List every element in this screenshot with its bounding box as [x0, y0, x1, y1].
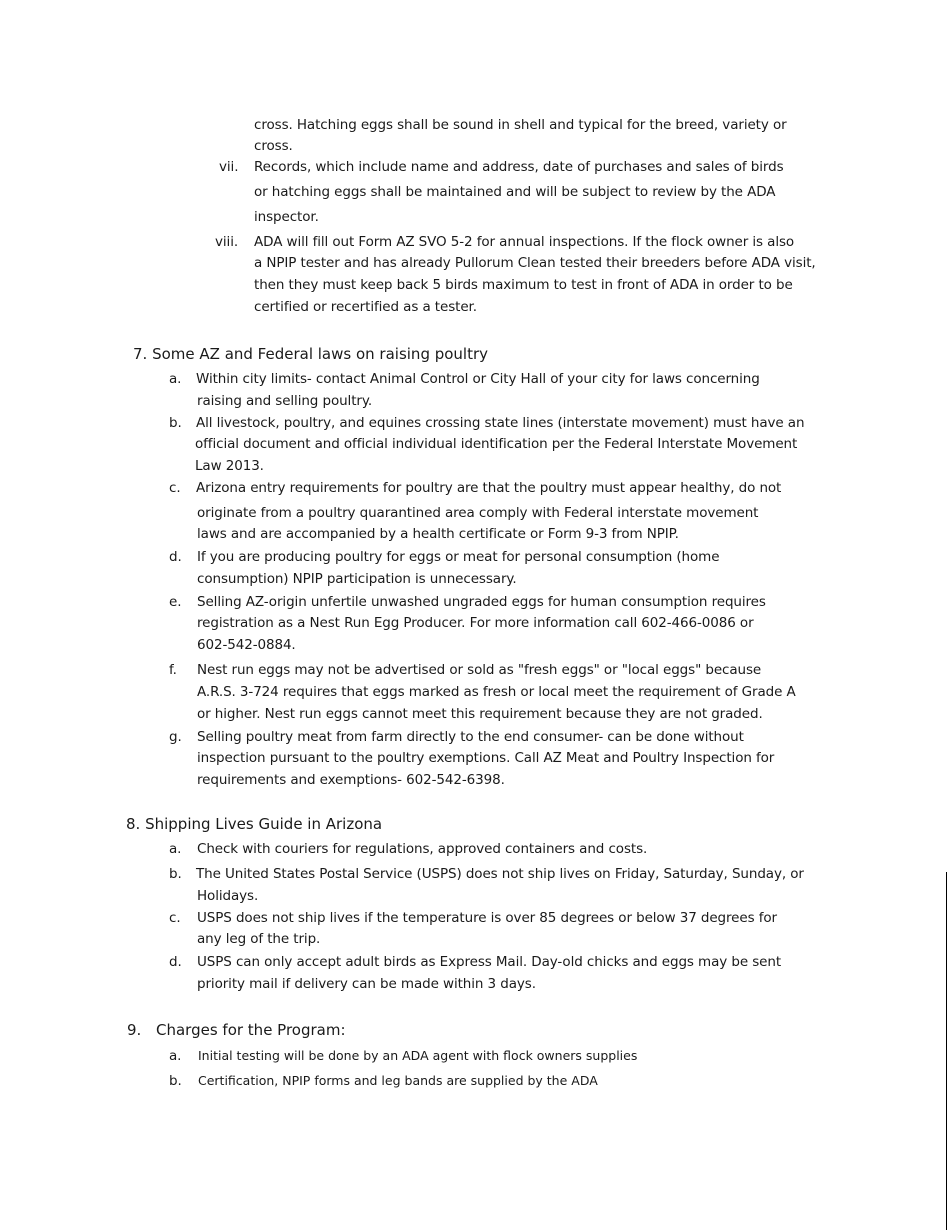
list-item-line: Law 2013. — [195, 458, 264, 474]
list-item-line: 602-542-0884. — [197, 637, 296, 653]
list-item-line: or hatching eggs shall be maintained and will be subject to review by the ADA — [254, 184, 776, 200]
list-item-line: raising and selling poultry. — [197, 393, 373, 409]
list-item-line: any leg of the trip. — [197, 931, 321, 947]
list-item-line: USPS does not ship lives if the temperature is over 85 degrees or below 37 degrees for — [197, 910, 777, 926]
list-item-line: Certification, NPIP forms and leg bands are supplied by the ADA — [198, 1073, 598, 1088]
list-marker: c. — [169, 480, 181, 496]
list-marker: b. — [169, 415, 182, 431]
paragraph-line: cross. — [254, 138, 293, 154]
list-item-line: consumption) NPIP participation is unnecessary. — [197, 571, 517, 587]
list-marker: f. — [169, 662, 177, 678]
list-marker: d. — [169, 549, 182, 565]
list-item-line: Records, which include name and address, date of purchases and sales of birds — [254, 159, 784, 175]
list-item-line: inspection pursuant to the poultry exemptions. Call AZ Meat and Poultry Inspection for — [197, 750, 775, 766]
list-item-line: All livestock, poultry, and equines crossing state lines (interstate movement) must have an — [196, 415, 805, 431]
paragraph-line: cross. Hatching eggs shall be sound in shell and typical for the breed, variety or — [254, 117, 787, 133]
list-marker: vii. — [219, 159, 239, 175]
list-item-line: Selling poultry meat from farm directly to the end consumer- can be done without — [197, 729, 744, 745]
list-item-line: Arizona entry requirements for poultry are that the poultry must appear healthy, do not — [196, 480, 782, 496]
list-marker: a. — [169, 1048, 182, 1064]
list-marker: viii. — [215, 234, 239, 250]
list-item-line: requirements and exemptions- 602-542-6398. — [197, 772, 505, 788]
page-edge-rule — [946, 872, 947, 1230]
list-item-line: a NPIP tester and has already Pullorum Clean tested their breeders before ADA visit, — [254, 255, 816, 271]
list-item-line: registration as a Nest Run Egg Producer. For more information call 602-466-0086 or — [197, 615, 754, 631]
list-marker: a. — [169, 841, 182, 857]
list-item-line: certified or recertified as a tester. — [254, 299, 477, 315]
list-item-line: or higher. Nest run eggs cannot meet this requirement because they are not graded. — [197, 706, 763, 722]
list-item-line: Holidays. — [197, 888, 259, 904]
list-item-line: The United States Postal Service (USPS) does not ship lives on Friday, Saturday, Sunday, or — [196, 866, 804, 882]
list-item-line: official document and official individual identification per the Federal Interstate Movement — [195, 436, 798, 452]
list-item-line: If you are producing poultry for eggs or meat for personal consumption (home — [197, 549, 720, 565]
section-heading: 7. Some AZ and Federal laws on raising poultry — [133, 345, 489, 363]
list-item-line: Check with couriers for regulations, approved containers and costs. — [197, 841, 648, 857]
list-marker: b. — [169, 866, 182, 882]
list-item-line: A.R.S. 3-724 requires that eggs marked as fresh or local meet the requirement of Grade A — [197, 684, 796, 700]
list-item-line: ADA will fill out Form AZ SVO 5-2 for annual inspections. If the flock owner is also — [254, 234, 795, 250]
section-number: 9. — [127, 1021, 142, 1039]
list-item-line: originate from a poultry quarantined area comply with Federal interstate movement — [197, 505, 759, 521]
list-item-line: Within city limits- contact Animal Control or City Hall of your city for laws concerning — [196, 371, 760, 387]
list-marker: g. — [169, 729, 182, 745]
list-marker: b. — [169, 1073, 182, 1089]
list-item-line: inspector. — [254, 209, 319, 225]
list-item-line: then they must keep back 5 birds maximum to test in front of ADA in order to be — [254, 277, 793, 293]
list-marker: d. — [169, 954, 182, 970]
list-item-line: Nest run eggs may not be advertised or sold as "fresh eggs" or "local eggs" because — [197, 662, 762, 678]
list-item-line: USPS can only accept adult birds as Express Mail. Day-old chicks and eggs may be sent — [197, 954, 782, 970]
section-heading: Charges for the Program: — [156, 1021, 346, 1039]
list-marker: e. — [169, 594, 182, 610]
list-item-line: laws and are accompanied by a health certificate or Form 9-3 from NPIP. — [197, 526, 679, 542]
list-item-line: Initial testing will be done by an ADA agent with flock owners supplies — [198, 1048, 638, 1063]
list-item-line: Selling AZ-origin unfertile unwashed ungraded eggs for human consumption requires — [197, 594, 766, 610]
list-marker: a. — [169, 371, 182, 387]
section-heading: 8. Shipping Lives Guide in Arizona — [126, 815, 383, 833]
list-item-line: priority mail if delivery can be made within 3 days. — [197, 976, 536, 992]
list-marker: c. — [169, 910, 181, 926]
